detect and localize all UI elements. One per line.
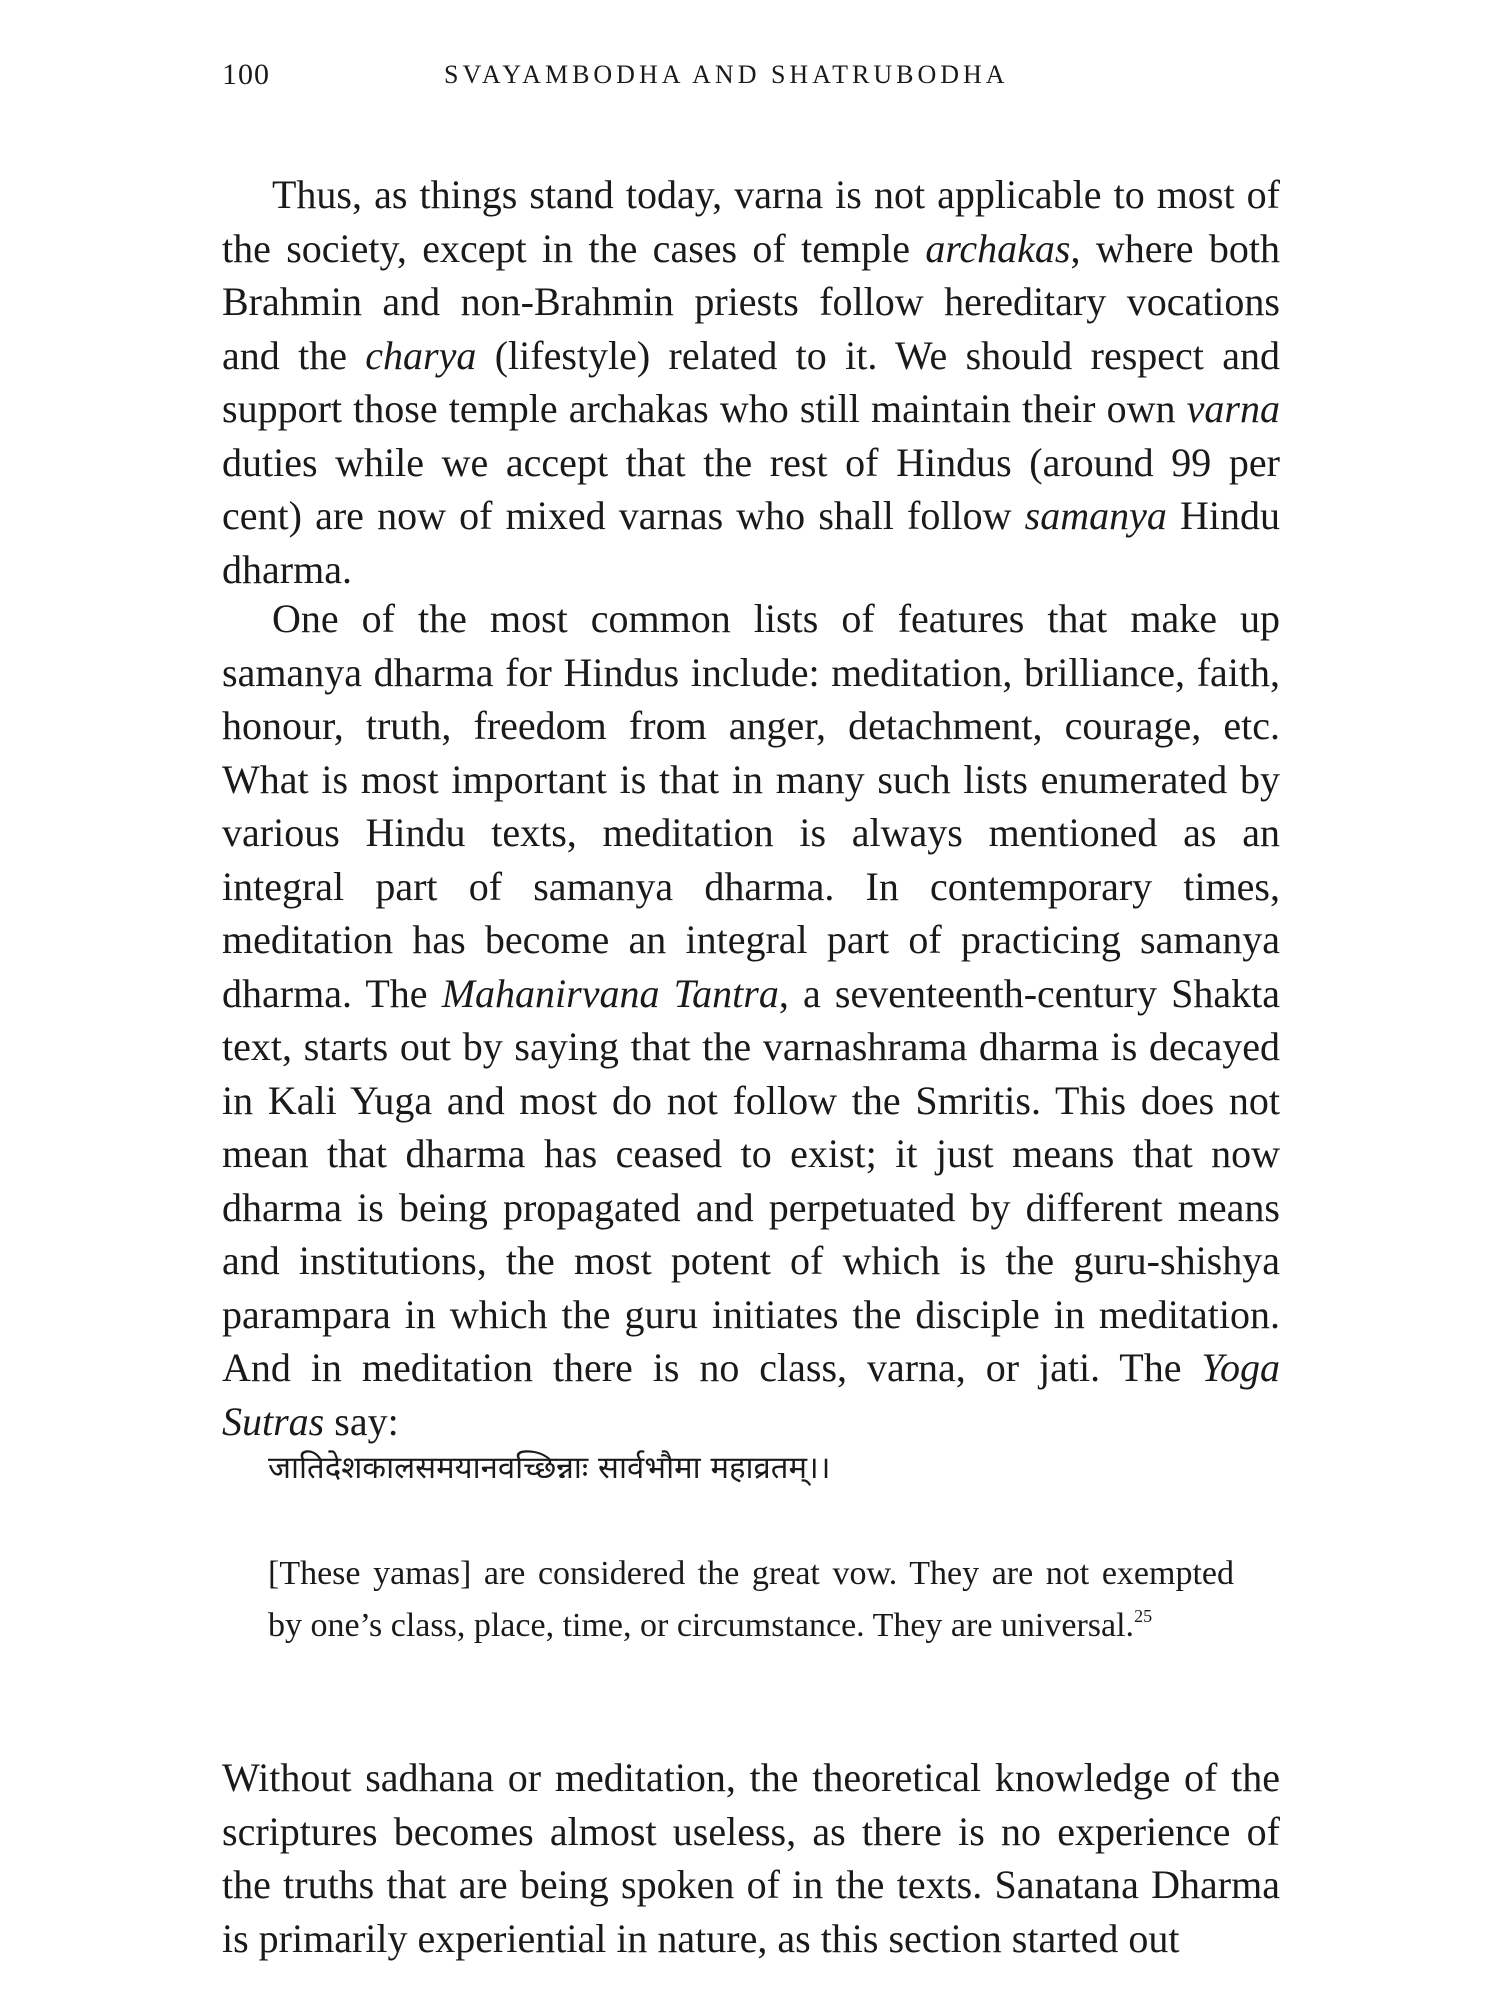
italic-title: Mahanirvana Tantra [441,970,779,1016]
italic-title: Yoga Sutras [222,1345,1280,1444]
italic-term: samanya [1024,493,1167,538]
page-number: 100 [222,58,270,91]
paragraph-1-text: duties while we accept that the rest of Hindus (around 99 per cent) are now of mixed varnas who shall follow [222,439,1280,538]
paragraph-2-text: , a seventeenth-century Shakta text, starts out by saying that the varnashrama dharma is decayed in Kali Yuga and most do not follow the Smritis. This does not mean that dharma has ceased to exist; it just means that now dharma is being propagated and perpetuated by different means and institutions, the most potent of which is the guru-shishya parampara in which the guru initiates the disciple in meditation. And in meditation there is no class, varna, or jati. The [222,970,1280,1390]
sanskrit-verse: जातिदेशकालसमयानवच्छिन्नाः सार्वभौमा महाव्रतम्।। [268,1450,831,1486]
paragraph-2-text: say: [324,1398,399,1444]
paragraph-1 [222,168,1280,596]
paragraph-1-text: Hindu dharma. [222,493,1280,592]
italic-term: charya [365,332,477,378]
verse-translation [268,1548,1234,1652]
italic-term: varna [1186,386,1280,431]
paragraph-2 [222,592,1280,1448]
paragraph-1-text: Thus, as things stand today, varna is not applicable to most of the society, except in the cases of temple [222,172,1280,271]
paragraph-1-text: , where both Brahmin and non-Brahmin priests follow hereditary vocations and the [222,225,1280,378]
translation-text: [These yamas] are considered the great vow. They are not exempted by one’s class, place, time, or circumstance. They are universal. [268,1555,1234,1644]
page-header [0,58,1500,98]
footnote-reference: 25 [1134,1606,1153,1626]
running-head: SVAYAMBODHA AND SHATRUBODHA [444,60,1009,89]
paragraph-3: Without sadhana or meditation, the theoretical knowledge of the scriptures becomes almost useless, as there is no experience of the truths that are being spoken of in the texts. Sanatana Dharma is primarily experiential in nature, as this section started out [222,1755,1280,1961]
paragraph-2-text: One of the most common lists of features that make up samanya dharma for Hindus include: meditation, brilliance, faith, honour, truth, freedom from anger, detachment, courage, etc. What is most important is that in many such lists enumerated by various Hindu texts, meditation is always mentioned as an integral part of samanya dharma. In contemporary times, meditation has become an integral part of practicing samanya dharma. The [222,596,1280,1016]
italic-term: archakas [925,225,1071,271]
paragraph-1-text: (lifestyle) related to it. We should respect and support those temple archakas who still maintain their own [222,332,1280,431]
